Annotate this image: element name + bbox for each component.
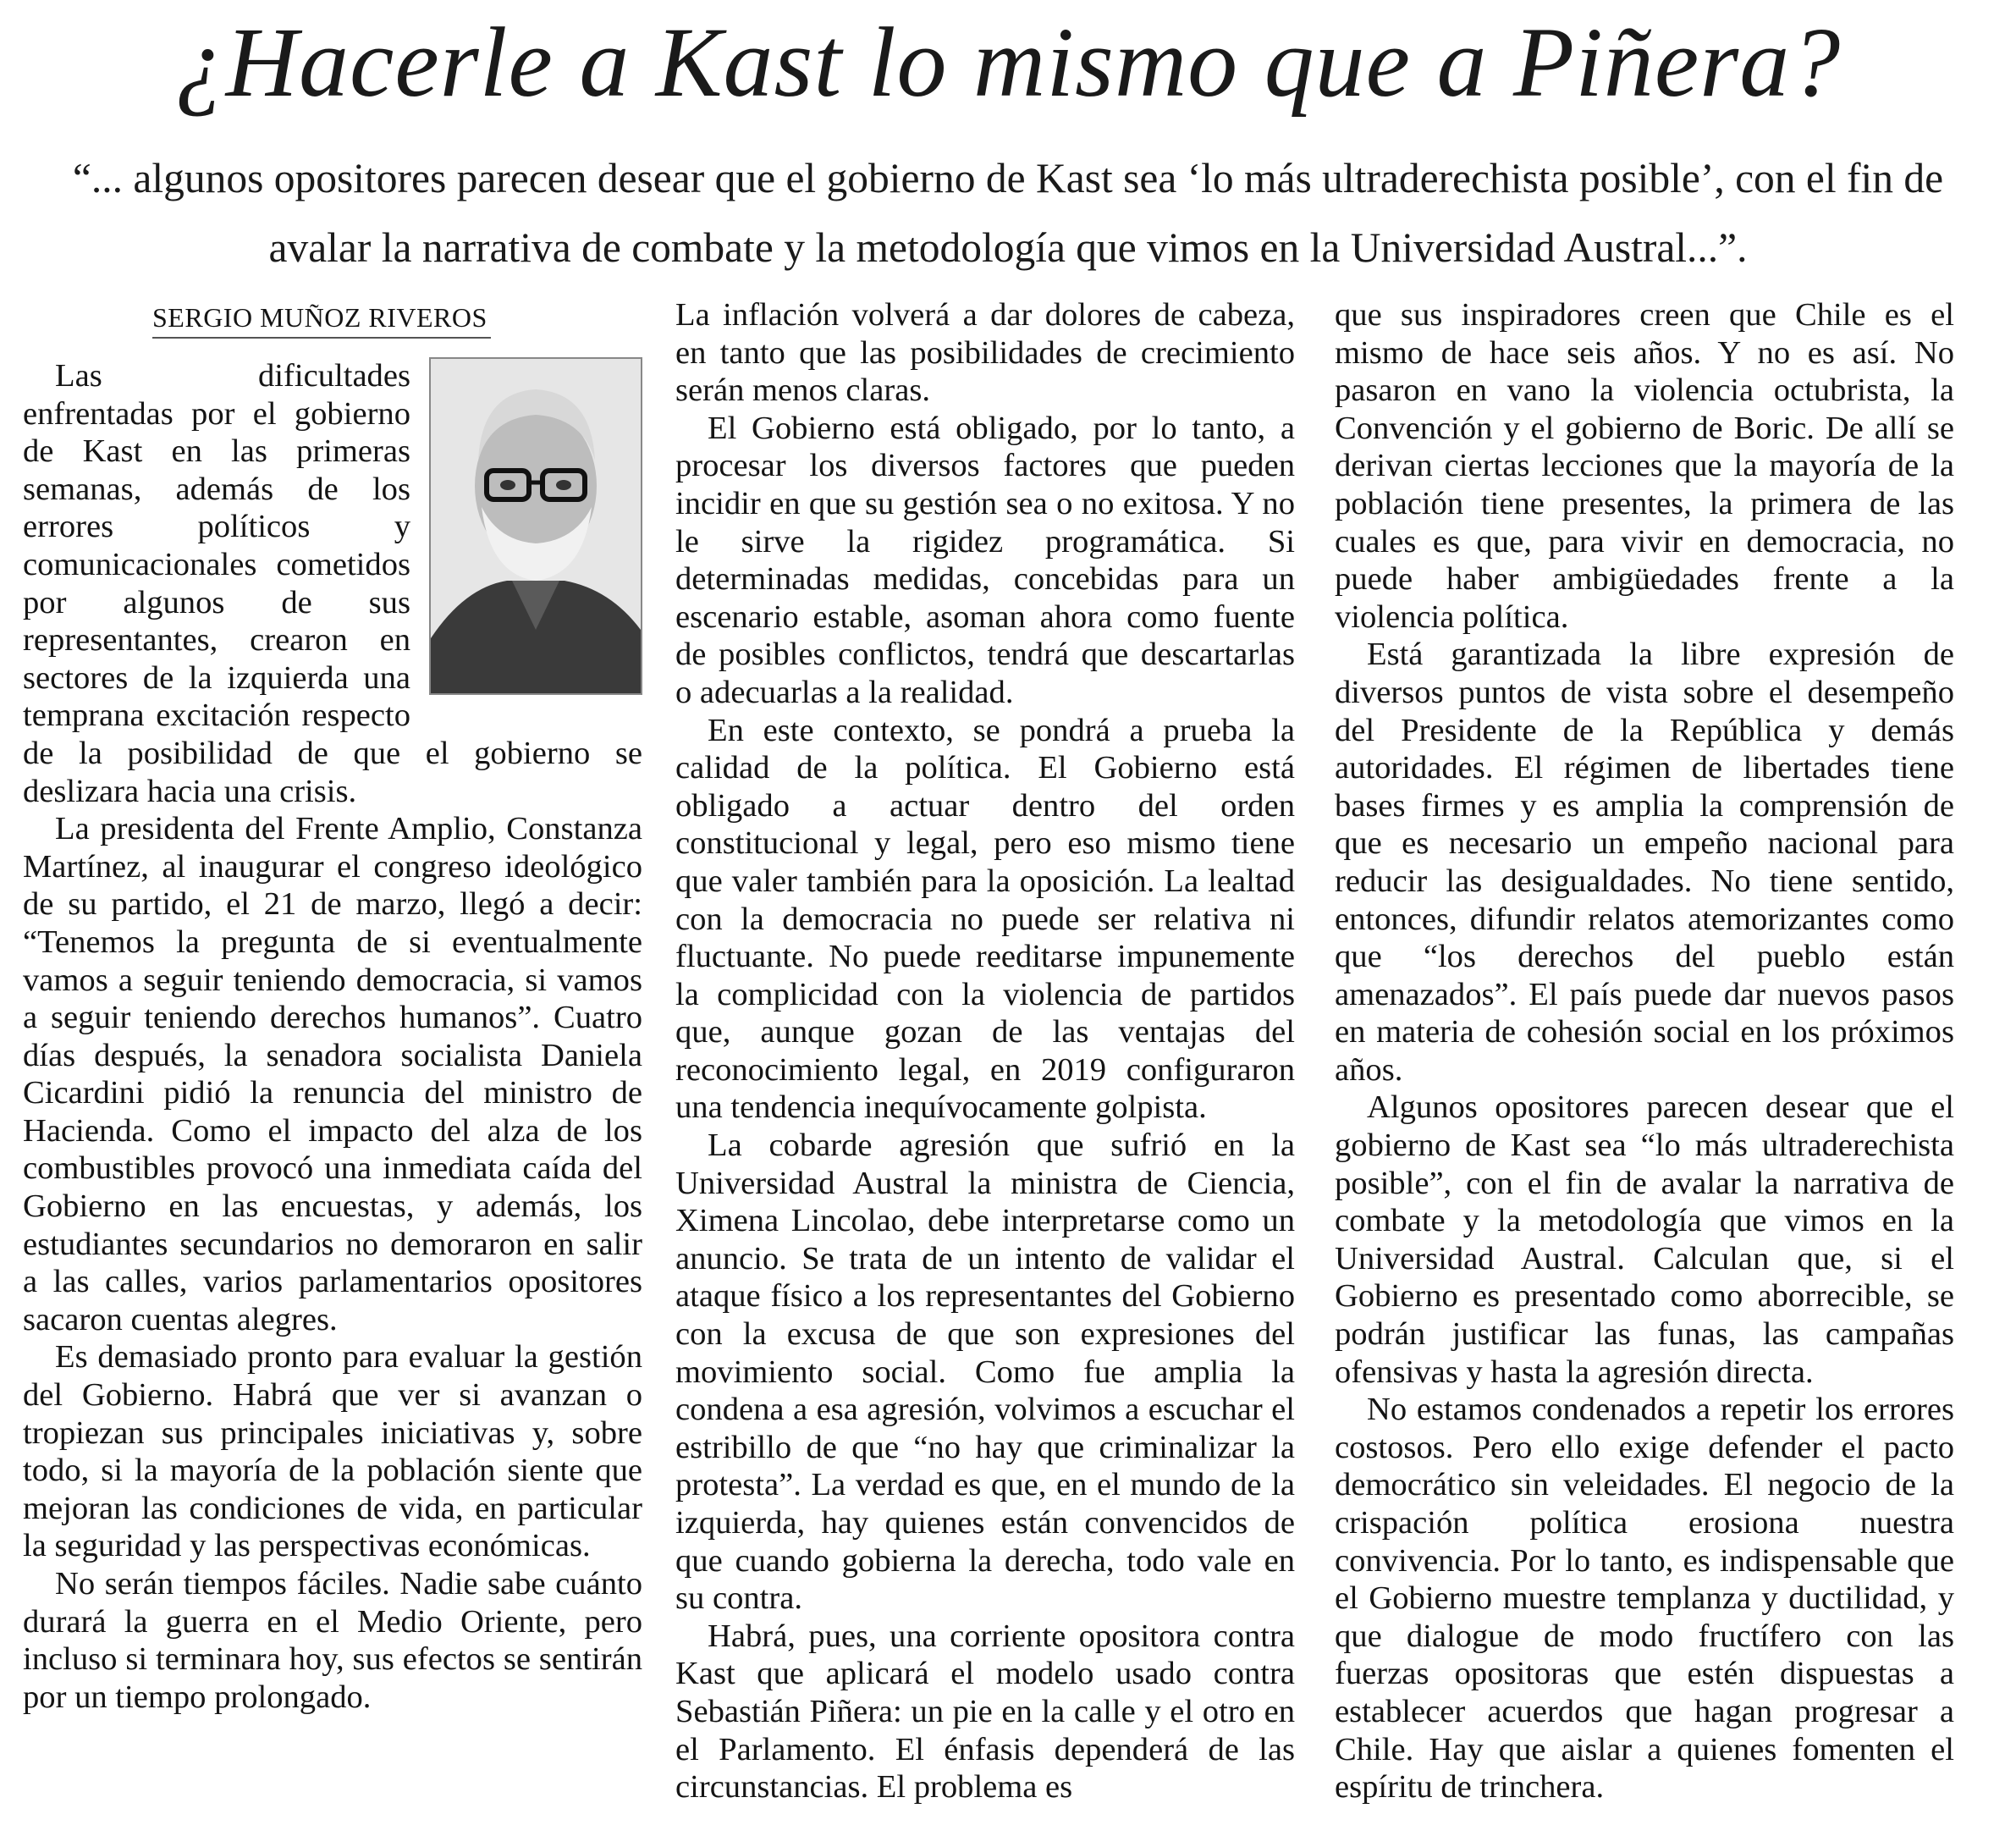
paragraph: En este contexto, se pondrá a prueba la calidad de la política. El Gobierno está obligado a actuar dentro del orden constitucional y legal, pero eso mismo tiene que valer también para la oposición. La lealtad con la democracia no puede ser relativa ni fluctuante. No puede reeditarse impunemente la complicidad con la violencia de partidos que, aunque gozan de las ventajas del reconocimiento legal, en 2019 configuraron una tendencia inequívocamente golpista.: [675, 712, 1295, 1126]
column-3: [1335, 296, 1954, 1820]
paragraph: No estamos condenados a repetir los errores costosos. Pero ello exige defender el pacto democrático sin veleidades. El negocio de la crispación política erosiona nuestra convivencia. Por lo tanto, es indispensable que el Gobierno muestre templanza y ductilidad, y que dialogue de modo fructífero con las fuerzas opositoras que estén dispuestas a establecer acuerdos que hagan progresar a Chile. Hay que aislar a quienes fomenten el espíritu de trinchera.: [1335, 1392, 1954, 1806]
headline: ¿Hacerle a Kast lo mismo que a Piñera?: [174, 7, 1842, 118]
paragraph: La cobarde agresión que sufrió en la Universidad Austral la ministra de Ciencia, Ximena Lincolao, debe interpretarse como un anuncio. Se trata de un intento de validar el ataque físico a los representantes del Gobierno con la excusa de que son expresiones del movimiento social. Como fue amplia la condena a esa agresión, volvimos a escuchar el estribillo de que “no hay que criminalizar la protesta”. La verdad es que, en el mundo de la izquierda, hay quienes están convencidos de que cuando gobierna la derecha, todo vale en su contra.: [675, 1128, 1295, 1617]
pull-quote: “... algunos opositores parecen desear que el gobierno de Kast sea ‘lo más ultraderechista posible’, con el fin de avalar la narrativa de combate y la metodología que vimos en la Universidad Austral...”.: [72, 155, 1944, 271]
column-1: [23, 296, 642, 1820]
paragraph: Es demasiado pronto para evaluar la gestión del Gobierno. Habrá que ver si avanzan o tropiezan sus principales iniciativas y, sobre todo, si la mayoría de la población siente que mejoran las condiciones de vida, en particular la seguridad y las perspectivas económicas.: [23, 1339, 642, 1564]
paragraph: No serán tiempos fáciles. Nadie sabe cuánto durará la guerra en el Medio Oriente, pero incluso si terminara hoy, sus efectos se sentirán por un tiempo prolongado.: [23, 1566, 642, 1715]
paragraph: que sus inspiradores creen que Chile es el mismo de hace seis años. Y no es así. No pasaron en vano la violencia octubrista, la Convención y el gobierno de Boric. De allí se derivan ciertas lecciones que la mayoría de la población tiene presentes, la primera de las cuales es que, para vivir en democracia, no puede haber ambigüedades frente a la violencia política.: [1335, 297, 1954, 635]
paragraph: Las dificultades enfrentadas por el gobierno de Kast en las primeras semanas, además de los errores políticos y comunicacionales cometidos por algunos de sus representantes, crearon en sectores de la izquierda una temprana excitación respecto de la posibilidad de que el gobierno se deslizara hacia una crisis.: [23, 358, 642, 809]
paragraph: Algunos opositores parecen desear que el gobierno de Kast sea “lo más ultraderechista posible”, con el fin de avalar la narrativa de combate y la metodología que vimos en la Universidad Austral. Calculan que, si el Gobierno es presentado como aborrecible, se podrán justificar las funas, las campañas ofensivas y hasta la agresión directa.: [1335, 1089, 1954, 1390]
column-2: [675, 296, 1295, 1820]
paragraph: La presidenta del Frente Amplio, Constanza Martínez, al inaugurar el congreso ideológico de su partido, el 21 de marzo, llegó a decir: “Tenemos la pregunta de si eventualmente vamos a seguir teniendo democracia, si vamos a seguir teniendo derechos humanos”. Cuatro días después, la senadora socialista Daniela Cicardini pidió la renuncia del ministro de Hacienda. Como el impacto del alza de los combustibles provocó una inmediata caída del Gobierno en las encuestas, y además, los estudiantes secundarios no demoraron en salir a las calles, varios parlamentarios opositores sacaron cuentas alegres.: [23, 811, 642, 1337]
paragraph: Habrá, pues, una corriente opositora contra Kast que aplicará el modelo usado contra Sebastián Piñera: un pie en la calle y el otro en el Parlamento. El énfasis dependerá de las circunstancias. El problema es: [675, 1618, 1295, 1806]
author-byline: SERGIO MUÑOZ RIVEROS: [152, 298, 491, 339]
paragraph: La inflación volverá a dar dolores de cabeza, en tanto que las posibilidades de crecimiento serán menos claras.: [675, 297, 1295, 409]
paragraph: Está garantizada la libre expresión de diversos puntos de vista sobre el desempeño del Presidente de la República y demás autoridades. El régimen de libertades tiene bases firmes y es amplia la comprensión de que es necesario un empeño nacional para reducir las desigualdades. No tiene sentido, entonces, difundir relatos atemorizantes como que “los derechos del pueblo están amenazados”. El país puede dar nuevos pasos en materia de cohesión social en los próximos años.: [1335, 637, 1954, 1088]
author-photo: [429, 357, 642, 695]
paragraph: El Gobierno está obligado, por lo tanto, a procesar los diversos factores que pueden incidir en que su gestión sea o no exitosa. Y no le sirve la rigidez programática. Si determinadas medidas, concebidas para un escenario estable, asoman ahora como fuente de posibles conflictos, tendrá que descartarlas o adecuarlas a la realidad.: [675, 410, 1295, 710]
